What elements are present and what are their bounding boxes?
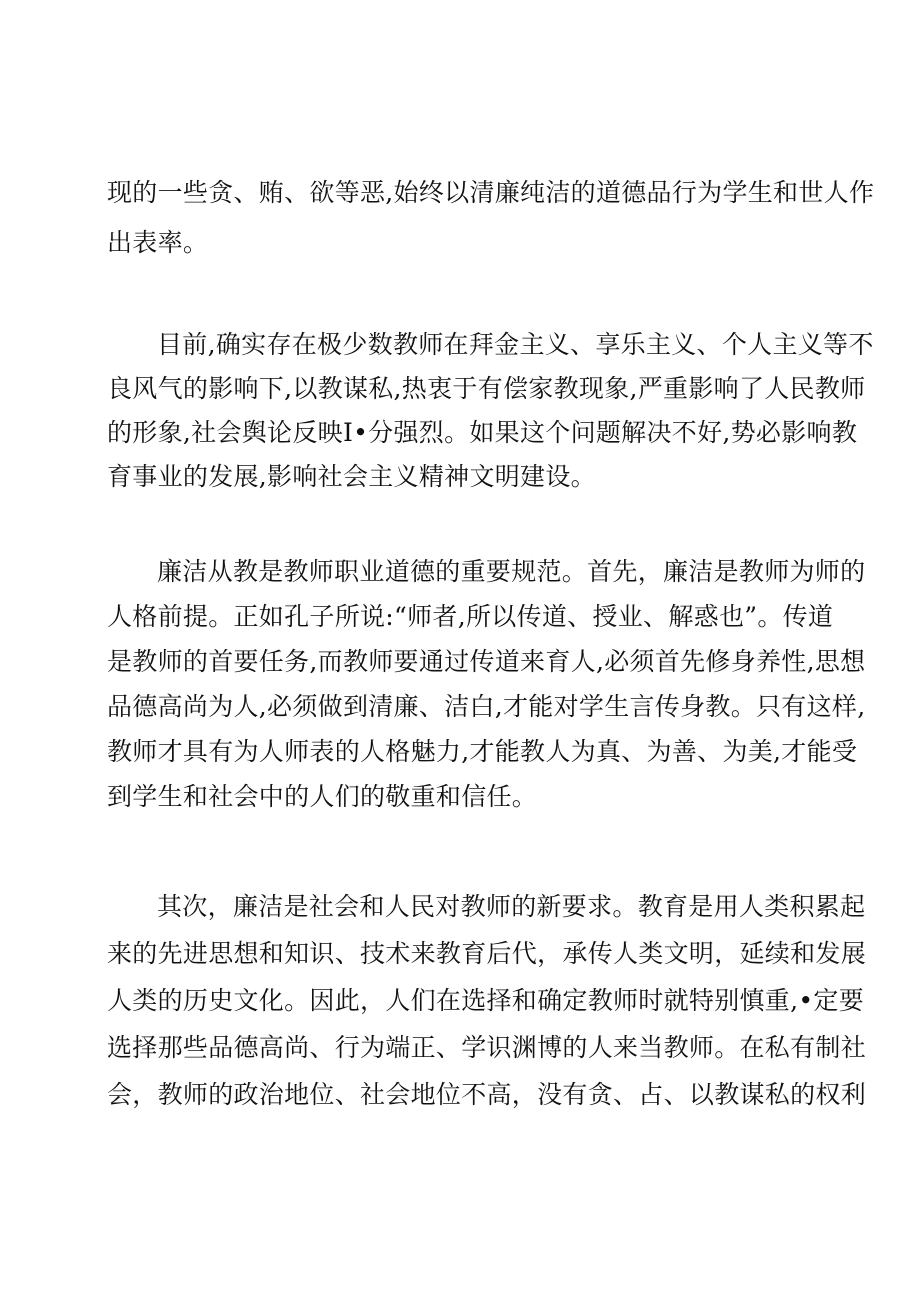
- text-line: 廉洁从教是教师职业道德的重要规范。首先，廉洁是教师为师的: [157, 557, 866, 586]
- text-line: 来的先进思想和知识、技术来教育后代，承传人类文明，延续和发展: [107, 939, 867, 968]
- text-line: 现的一些贪、贿、欲等恶,始终以清廉纯洁的道德品行为学生和世人作: [107, 178, 875, 207]
- paragraph-continuation: [107, 168, 875, 268]
- text-line: 目前,确实存在极少数教师在拜金主义、享乐主义、个人主义等不: [157, 330, 874, 359]
- text-line: 品德高尚为人,必须做到清廉、洁白,才能对学生言传身教。只有这样,: [107, 692, 866, 721]
- text-line: 其次，廉洁是社会和人民对教师的新要求。教育是用人类积累起: [157, 892, 866, 921]
- text-line: 人类的历史文化。因此，人们在选择和确定教师时就特别慎重,•定要: [107, 986, 864, 1015]
- paragraph-new-requirements: [107, 883, 867, 1118]
- text-line: 到学生和社会中的人们的敬重和信任。: [107, 782, 538, 811]
- text-line: 育事业的发展,影响社会主义精神文明建设。: [107, 462, 596, 491]
- paragraph-current-problems: [107, 323, 874, 499]
- text-line: 教师才具有为人师表的人格魅力,才能教人为真、为善、为美,才能受: [107, 737, 858, 766]
- text-line: 出表率。: [107, 228, 209, 257]
- text-line: 人格前提。正如孔子所说:“师者,所以传道、授业、解惑也”。传道: [107, 602, 834, 631]
- paragraph-integrity-norm: [107, 549, 866, 819]
- text-line: 会，教师的政治地位、社会地位不高，没有贪、占、以教谋私的权利: [107, 1080, 867, 1109]
- text-line: 选择那些品德高尚、行为端正、学识渊博的人来当教师。在私有制社: [107, 1033, 867, 1062]
- text-line: 是教师的首要任务,而教师要通过传道来育人,必须首先修身养性,思想: [107, 647, 866, 676]
- text-line: 的形象,社会舆论反映I•分强烈。如果这个问题解决不好,势必影响教: [107, 418, 858, 447]
- text-line: 良风气的影响下,以教谋私,热衷于有偿家教现象,严重影响了人民教师: [107, 374, 866, 403]
